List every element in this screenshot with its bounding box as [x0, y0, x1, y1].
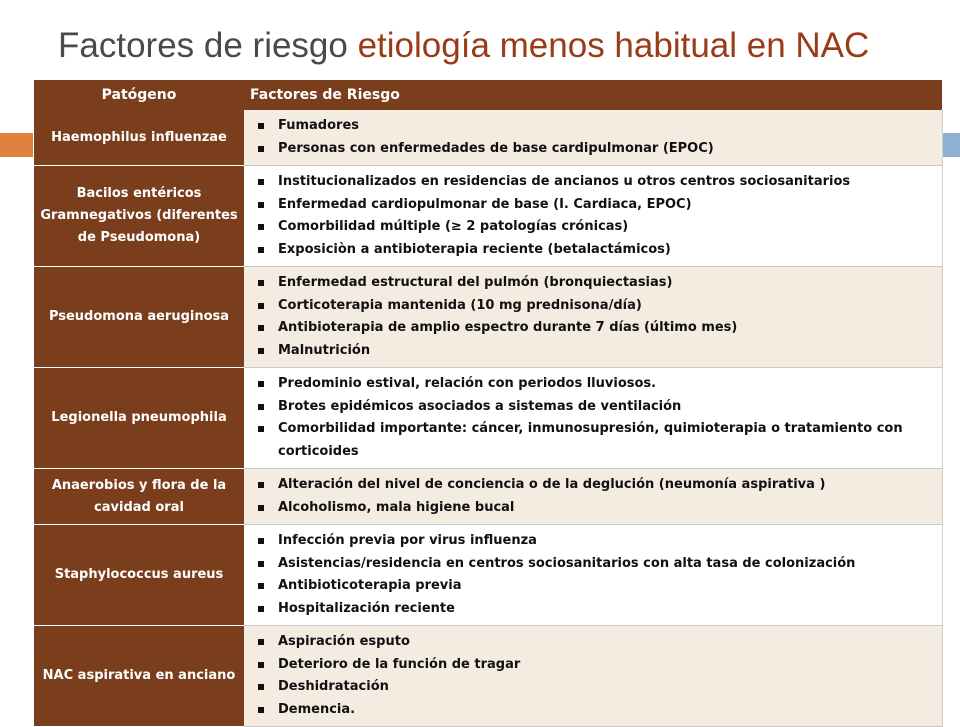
square-bullet-icon — [258, 224, 264, 230]
risk-factor-list — [256, 272, 932, 362]
risk-factors-cell — [244, 525, 942, 626]
risk-factor-text: Personas con enfermedades de base cardipulmonar (EPOC) — [278, 140, 714, 156]
risk-factor-text: Exposiciòn a antibioterapia reciente (betalactámicos) — [278, 241, 671, 257]
square-bullet-icon — [258, 348, 264, 354]
risk-factor-text: Alteración del nivel de conciencia o de la deglución (neumonía aspirativa ) — [278, 477, 826, 492]
square-bullet-icon — [258, 583, 264, 589]
table-row — [34, 469, 942, 525]
risk-factor-text: Aspiración esputo — [278, 634, 410, 649]
list-item — [256, 272, 932, 295]
square-bullet-icon — [258, 381, 264, 387]
risk-factor-text: Asistencias/residencia en centros sociosanitarios con alta tasa de colonización — [278, 555, 856, 571]
table-row — [34, 525, 942, 626]
risk-factor-text: Antibioterapia de amplio espectro durante 7 días (último mes) — [278, 320, 738, 335]
list-item — [256, 138, 932, 161]
list-item — [256, 216, 932, 239]
list-item — [256, 474, 932, 497]
list-item — [256, 418, 932, 463]
risk-factor-list — [256, 530, 932, 620]
list-item — [256, 699, 932, 722]
risk-factor-text: Comorbilidad múltiple (≥ 2 patologías crónicas) — [278, 219, 629, 234]
pathogen-cell: Pseudomona aeruginosa — [34, 267, 244, 368]
table-row — [34, 368, 942, 469]
list-item — [256, 340, 932, 363]
risk-factor-text: Institucionalizados en residencias de ancianos u otros centros sociosanitarios — [278, 174, 851, 189]
risk-factor-text: Deterioro de la función de tragar — [278, 656, 521, 672]
risk-factor-text: Corticoterapia mantenida (10 mg prednisona/día) — [278, 297, 642, 313]
risk-factor-text: Predominio estival, relación con periodos lluviosos. — [278, 376, 657, 391]
square-bullet-icon — [258, 684, 264, 690]
slide-title-accent: etiología menos habitual en NAC — [357, 26, 870, 65]
risk-factor-text: Hospitalización reciente — [278, 600, 455, 616]
risk-factor-list — [256, 171, 932, 261]
risk-factor-list — [256, 474, 932, 519]
risk-factor-text: Brotes epidémicos asociados a sistemas de ventilación — [278, 398, 682, 414]
header-risk-factors: Factores de Riesgo — [244, 80, 942, 110]
table-row — [34, 626, 942, 727]
list-item — [256, 553, 932, 576]
list-item — [256, 239, 932, 262]
risk-factor-text: Comorbilidad importante: cáncer, inmunosupresión, quimioterapia o tratamiento con corticoides — [278, 421, 903, 459]
risk-factor-text: Demencia. — [278, 701, 356, 717]
pathogen-cell: Legionella pneumophila — [34, 368, 244, 469]
list-item — [256, 396, 932, 419]
square-bullet-icon — [258, 247, 264, 253]
risk-factor-text: Antibioticoterapia previa — [278, 578, 462, 593]
square-bullet-icon — [258, 404, 264, 410]
list-item — [256, 497, 932, 520]
slide-title — [58, 26, 869, 66]
square-bullet-icon — [258, 482, 264, 488]
list-item — [256, 171, 932, 194]
table-header-row — [34, 80, 942, 110]
risk-factors-cell — [244, 368, 942, 469]
list-item — [256, 676, 932, 699]
risk-factors-table — [34, 80, 943, 727]
risk-factors-cell — [244, 166, 942, 267]
square-bullet-icon — [258, 639, 264, 645]
risk-factor-text: Alcoholismo, mala higiene bucal — [278, 499, 515, 515]
risk-factors-cell — [244, 626, 942, 727]
risk-factor-list — [256, 631, 932, 721]
square-bullet-icon — [258, 538, 264, 544]
list-item — [256, 373, 932, 396]
table-row — [34, 267, 942, 368]
risk-factors-cell — [244, 469, 942, 525]
square-bullet-icon — [258, 707, 264, 713]
pathogen-cell: Anaerobios y flora de la cavidad oral — [34, 469, 244, 525]
square-bullet-icon — [258, 280, 264, 286]
risk-factors-cell — [244, 110, 942, 166]
risk-factor-list — [256, 373, 932, 463]
accent-bar-right — [942, 133, 960, 157]
list-item — [256, 598, 932, 621]
list-item — [256, 631, 932, 654]
list-item — [256, 530, 932, 553]
risk-factor-text: Fumadores — [278, 118, 360, 133]
pathogen-cell: Bacilos entéricos Gramnegativos (diferentes de Pseudomona) — [34, 166, 244, 267]
risk-factor-list — [256, 115, 932, 160]
slide-title-part1: Factores de riesgo — [58, 26, 358, 65]
pathogen-cell: NAC aspirativa en anciano — [34, 626, 244, 727]
risk-factor-text: Infección previa por virus influenza — [278, 533, 537, 548]
square-bullet-icon — [258, 505, 264, 511]
pathogen-cell: Haemophilus influenzae — [34, 110, 244, 166]
list-item — [256, 115, 932, 138]
risk-factor-text: Deshidratación — [278, 679, 389, 694]
risk-factors-cell — [244, 267, 942, 368]
risk-factor-text: Enfermedad cardiopulmonar de base (I. Cardiaca, EPOC) — [278, 196, 692, 212]
risk-factor-text: Enfermedad estructural del pulmón (bronquiectasias) — [278, 275, 673, 290]
pathogen-cell: Staphylococcus aureus — [34, 525, 244, 626]
risk-factor-text: Malnutrición — [278, 342, 371, 358]
square-bullet-icon — [258, 303, 264, 309]
list-item — [256, 295, 932, 318]
list-item — [256, 575, 932, 598]
table-body — [34, 110, 942, 727]
list-item — [256, 317, 932, 340]
accent-bar-left — [0, 133, 33, 157]
square-bullet-icon — [258, 123, 264, 129]
square-bullet-icon — [258, 325, 264, 331]
square-bullet-icon — [258, 561, 264, 567]
square-bullet-icon — [258, 662, 264, 668]
header-pathogen: Patógeno — [34, 80, 244, 110]
square-bullet-icon — [258, 202, 264, 208]
table-row — [34, 166, 942, 267]
table-row — [34, 110, 942, 166]
square-bullet-icon — [258, 426, 264, 432]
list-item — [256, 194, 932, 217]
square-bullet-icon — [258, 146, 264, 152]
square-bullet-icon — [258, 606, 264, 612]
square-bullet-icon — [258, 179, 264, 185]
list-item — [256, 654, 932, 677]
